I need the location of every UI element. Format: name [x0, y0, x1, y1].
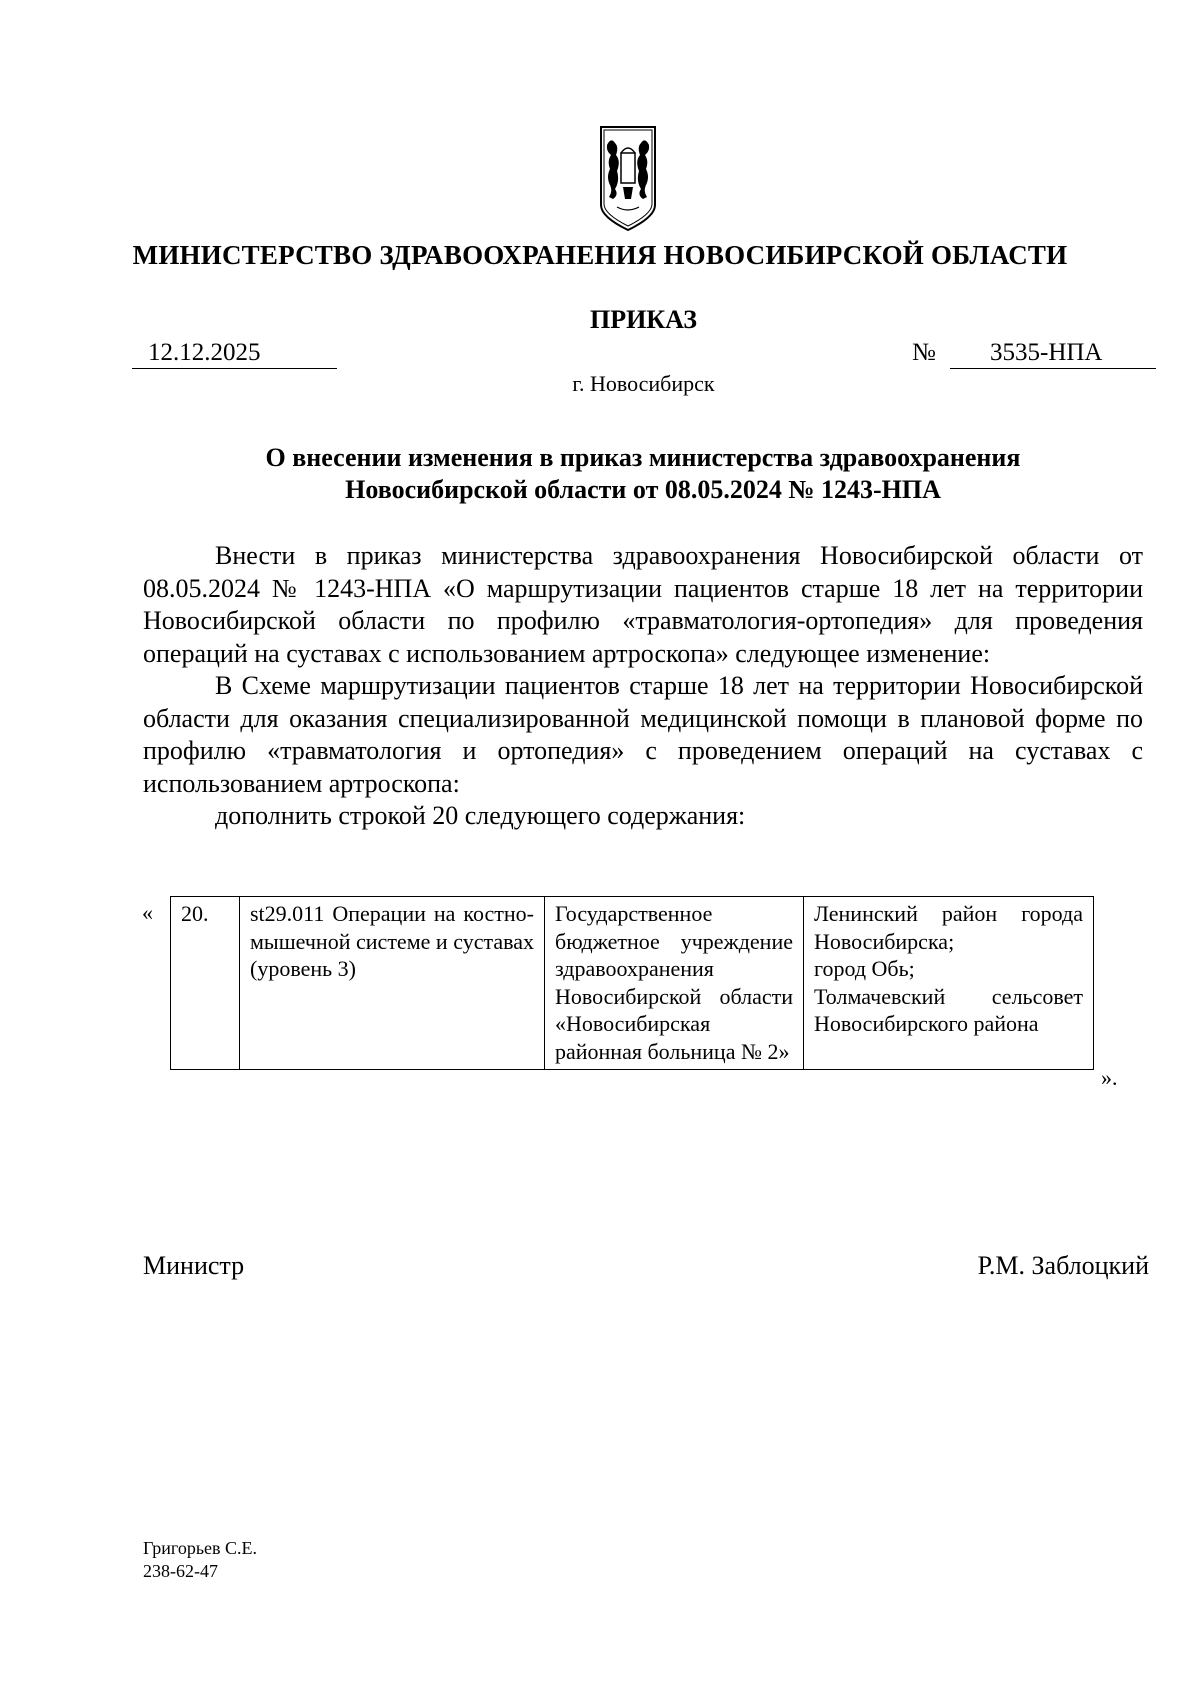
- operation-cell: st29.011 Операции на костно-мышечной системе и суставах (уровень 3): [240, 897, 545, 1070]
- table-row: [171, 897, 1094, 1070]
- institution-cell: Государственное бюджетное учреждение здравоохранения Новосибирской области «Новосибирская районная больница № 2»: [545, 897, 804, 1070]
- table-quote-close: ».: [1101, 1065, 1118, 1090]
- table-quote-open: «: [142, 900, 153, 925]
- signatory-position: Министр: [143, 1251, 245, 1280]
- paragraph-1: Внести в приказ министерства здравоохранения Новосибирской области от 08.05.2024 № 1243-НПА «О маршрутизации пациентов старше 18 лет на территории Новосибирской области по профилю «травматология-ортопедия» для проведения операций на суставах с использованием артроскопа» следующее изменение:: [143, 541, 1143, 668]
- order-number: 3535-НПА: [990, 339, 1103, 366]
- number-sign: №: [912, 339, 936, 366]
- signatory-name: Р.М. Заблоцкий: [977, 1251, 1149, 1280]
- number-underline: [950, 368, 1156, 369]
- date-underline: [132, 368, 337, 369]
- paragraph-3: дополнить строкой 20 следующего содержания:: [215, 801, 746, 830]
- title-line-2: Новосибирской области от 08.05.2024 № 1243-НПА: [345, 475, 941, 504]
- ministry-name: МИНИСТЕРСТВО ЗДРАВООХРАНЕНИЯ НОВОСИБИРСКОЙ ОБЛАСТИ: [132, 240, 1068, 270]
- territory-line: Толмачевский сельсовет Новосибирского района: [814, 983, 1083, 1036]
- paragraph-2: В Схеме маршрутизации пациентов старше 18 лет на территории Новосибирской области для оказания специализированной медицинской помощи в плановой форме по профилю «травматология и ортопедия» с проведением операций на суставах с использованием артроскопа:: [143, 671, 1143, 798]
- territory-line: город Обь;: [814, 956, 915, 981]
- coat-of-arms-icon: [599, 125, 657, 232]
- routing-table: [170, 896, 1094, 1070]
- executor-name: Григорьев С.Е.: [143, 1538, 258, 1558]
- territory-cell: [804, 897, 1094, 1070]
- document-title: [143, 442, 1143, 506]
- executor-info: [143, 1537, 257, 1583]
- executor-phone: 238-62-47: [143, 1561, 218, 1581]
- document-type: ПРИКАЗ: [589, 305, 698, 334]
- document-body: [143, 540, 1143, 833]
- territory-line: Ленинский район города Новосибирска;: [814, 901, 1083, 954]
- title-line-1: О внесении изменения в приказ министерства здравоохранения: [265, 443, 1021, 472]
- city: г. Новосибирск: [572, 371, 715, 396]
- row-number-cell: 20.: [171, 897, 240, 1070]
- order-date: 12.12.2025: [148, 339, 261, 366]
